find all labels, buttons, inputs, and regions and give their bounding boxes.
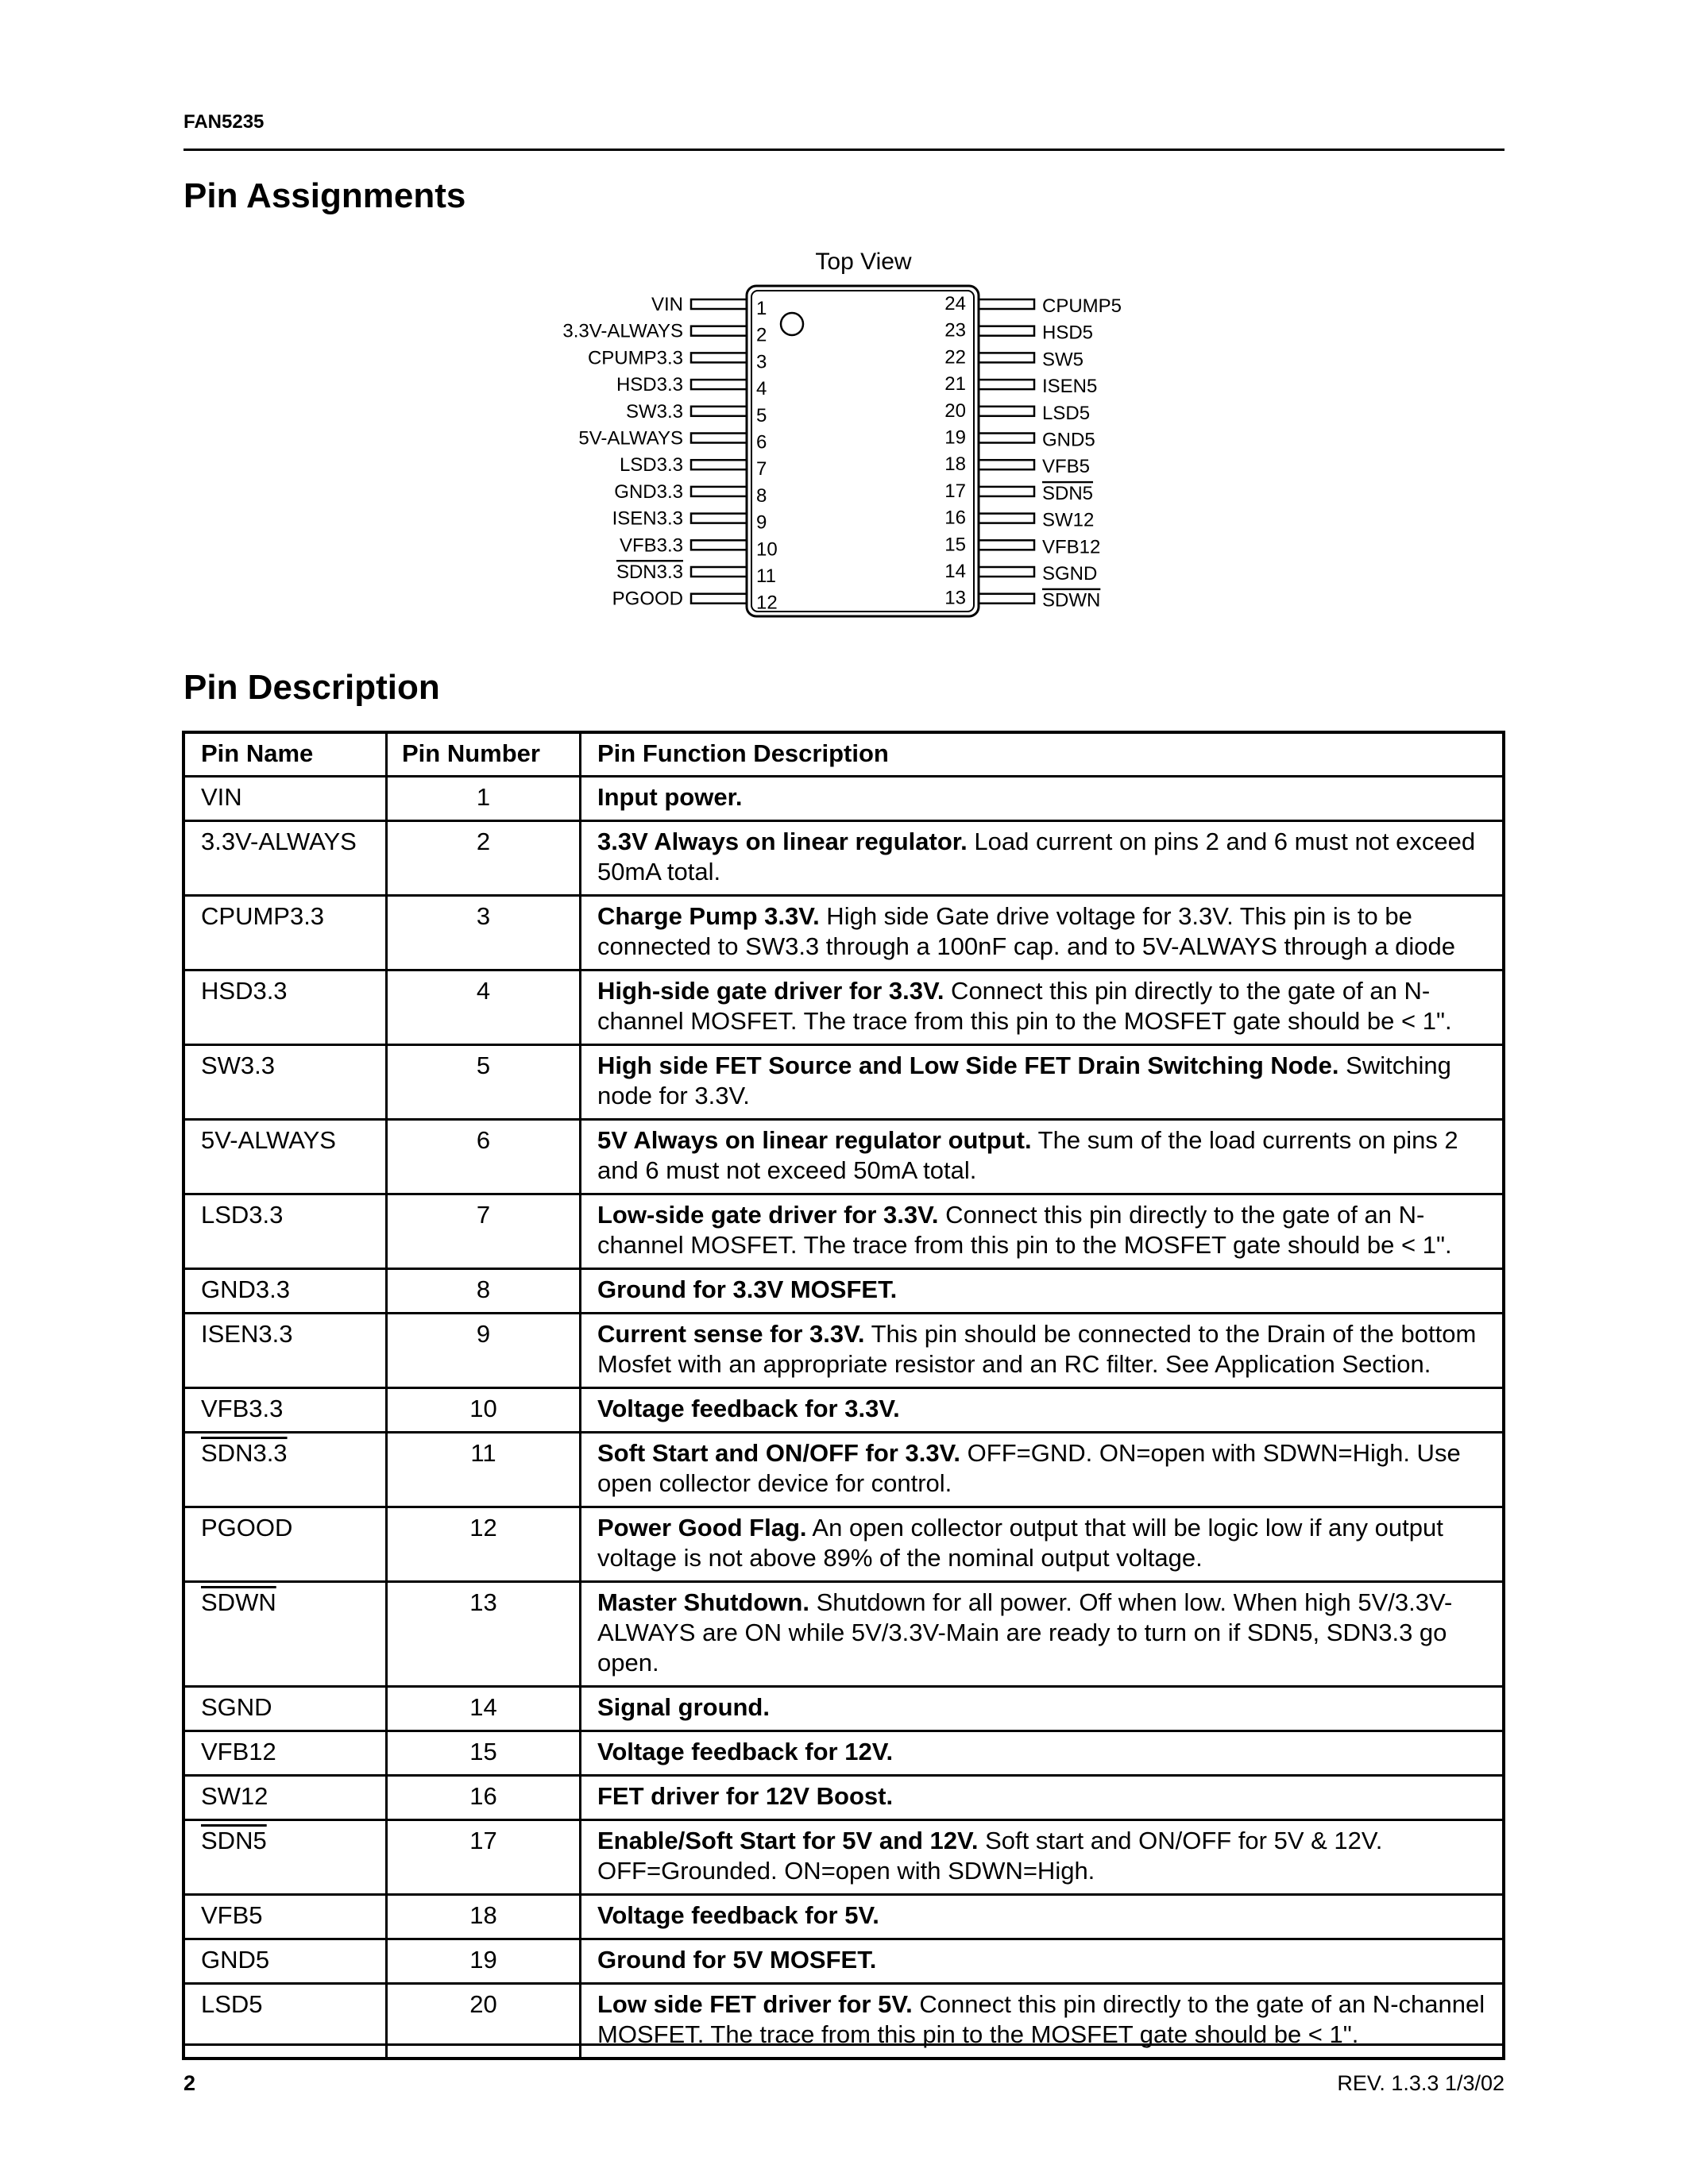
table-row [183,1731,1504,1776]
pin-function-cell [581,1776,1505,1820]
table-row [183,1045,1504,1120]
pin-function-detail: OFF=GND. ON=open with SDWN=High. Use open collector device for control. [597,1439,1461,1497]
table-row [183,1194,1504,1269]
right-pin-name: CPUMP5 [1042,295,1122,317]
header-pin-name: Pin Name [183,732,387,777]
left-pin-name: SDN3.3 [616,561,683,583]
pin-number-cell: 5 [387,1045,581,1120]
pin-function-cell [581,1120,1505,1194]
table-row [183,777,1504,821]
pin-function-title: High-side gate driver for 3.3V. [597,977,944,1005]
right-pin-number: 21 [944,373,966,396]
pin-function-cell [581,1687,1505,1731]
pin-number-cell: 18 [387,1895,581,1939]
pin-name-cell: ISEN3.3 [183,1314,387,1388]
pin-function-cell [581,1582,1505,1687]
pin-number-cell: 14 [387,1687,581,1731]
right-pin-number: 18 [944,453,966,476]
right-pin-number: 20 [944,399,966,422]
left-pin-name: CPUMP3.3 [587,347,683,369]
pin-number-cell: 11 [387,1433,581,1507]
right-pin-number: 19 [944,426,966,449]
right-pin-name: GND5 [1042,429,1095,451]
pin-function-cell [581,1939,1505,1984]
pin-function-cell [581,1433,1505,1507]
right-pin-number: 17 [944,480,966,502]
pin-function-title: Low side FET driver for 5V. [597,1990,913,2018]
left-pin-number: 11 [756,565,776,587]
table-row [183,1895,1504,1939]
right-pin-name: VFB12 [1042,536,1101,558]
left-pin-number: 4 [756,378,767,400]
pin-function-title: Charge Pump 3.3V. [597,902,820,930]
pin-function-cell [581,1388,1505,1433]
pin-number-cell: 7 [387,1194,581,1269]
pin-function-title: Low-side gate driver for 3.3V. [597,1201,939,1229]
pin-function-title: Input power. [597,783,743,811]
left-pin-number: 12 [756,592,778,614]
right-pin-number: 13 [944,587,966,609]
left-pin-number: 10 [756,538,778,561]
pin-function-title: FET driver for 12V Boost. [597,1782,894,1810]
pin-name-cell: LSD5 [183,1984,387,2059]
pin-function-title: 5V Always on linear regulator output. [597,1126,1032,1154]
right-pin-number: 23 [944,319,966,341]
footer-rule [183,2043,1505,2046]
left-pin-lead [691,326,747,336]
pin-function-detail: This pin should be connected to the Drain of the bottom Mosfet with an appropriate resistor and an RC filter. See Application Section. [597,1320,1477,1378]
pin-number-cell: 12 [387,1507,581,1582]
left-pin-name: 3.3V-ALWAYS [562,320,683,342]
right-pin-number: 14 [944,561,966,582]
right-pin-name: SGND [1042,563,1098,585]
pin-function-title: Ground for 3.3V MOSFET. [597,1275,898,1303]
pin-name-cell: VFB3.3 [183,1388,387,1433]
pin-description-title: Pin Description [183,668,440,707]
pin-function-title: Power Good Flag. [597,1514,807,1542]
pin-assignments-title: Pin Assignments [183,176,466,215]
pin-number-cell: 19 [387,1939,581,1984]
pin-number-cell: 2 [387,821,581,896]
pin-function-title: Voltage feedback for 3.3V. [597,1395,900,1422]
header-pin-function: Pin Function Description [581,732,1505,777]
left-pin-name: ISEN3.3 [612,507,683,530]
pin-function-title: Ground for 5V MOSFET. [597,1946,877,1974]
table-row [183,821,1504,896]
left-pin-name: HSD3.3 [616,374,683,396]
right-pin-lead [979,594,1034,604]
table-row [183,1314,1504,1388]
right-pin-number: 16 [944,507,966,529]
pin-name-cell: GND5 [183,1939,387,1984]
pin-function-cell [581,896,1505,970]
right-pin-lead [979,299,1034,309]
pin-function-detail: Connect this pin directly to the gate of an N-channel MOSFET. The trace from this pin to the MOSFET gate should be < 1". [597,1201,1452,1259]
pin-description-table [182,731,1505,2060]
left-pin-number: 8 [756,484,767,507]
left-pin-lead [691,380,747,389]
left-pin-number: 3 [756,351,767,373]
pin-name-cell: HSD3.3 [183,970,387,1045]
pin-number-cell: 3 [387,896,581,970]
pin-name-cell: SW12 [183,1776,387,1820]
left-pin-number: 1 [756,298,767,319]
pin-function-cell [581,1820,1505,1895]
pin-name-cell: PGOOD [183,1507,387,1582]
table-row [183,970,1504,1045]
pin-function-title: High side FET Source and Low Side FET Drain Switching Node. [597,1051,1339,1079]
pin-function-cell [581,1194,1505,1269]
pin-name-cell: LSD3.3 [183,1194,387,1269]
pin-function-cell [581,1895,1505,1939]
pin-name-cell: VIN [183,777,387,821]
pin-function-title: Master Shutdown. [597,1588,809,1616]
right-pin-name: SDWN [1042,589,1101,612]
table-row [183,896,1504,970]
right-pin-lead [979,460,1034,469]
pin-function-cell [581,1314,1505,1388]
pin-function-detail: Switching node for 3.3V. [597,1051,1451,1109]
right-pin-number: 15 [944,534,966,556]
left-pin-name: VFB3.3 [619,534,683,557]
right-pin-lead [979,353,1034,362]
pin-number-cell: 6 [387,1120,581,1194]
pin-function-cell [581,1984,1505,2059]
pin-name-cell: VFB12 [183,1731,387,1776]
left-pin-lead [691,407,747,416]
pin-function-detail: An open collector output that will be logic low if any output voltage is not above 89% of the nominal output voltage. [597,1514,1443,1572]
pin-function-cell [581,1045,1505,1120]
left-pin-number: 9 [756,511,767,534]
left-pin-number: 6 [756,431,767,453]
pin1-marker-icon [781,313,803,335]
right-pin-name: VFB5 [1042,456,1091,478]
pin-name-cell: SGND [183,1687,387,1731]
left-pin-lead [691,434,747,443]
left-pin-lead [691,460,747,469]
left-pin-name: 5V-ALWAYS [578,427,683,450]
right-pin-name: ISEN5 [1042,376,1098,398]
pin-function-cell [581,1269,1505,1314]
top-view-label: Top View [815,249,912,275]
pin-name-cell: SDN3.3 [183,1433,387,1507]
pin-number-cell: 15 [387,1731,581,1776]
left-pin-lead [691,540,747,550]
pin-number-cell: 4 [387,970,581,1045]
pin-assignment-diagram [0,0,1688,667]
right-pin-number: 22 [944,346,966,369]
pin-number-cell: 20 [387,1984,581,2059]
right-pin-lead [979,380,1034,389]
page-number: 2 [183,2071,196,2095]
pin-function-detail: Connect this pin directly to the gate of an N-channel MOSFET. The trace from this pin to the MOSFET gate should be < 1". [597,1990,1485,2048]
right-pin-lead [979,407,1034,416]
pin-name-cell: SDN5 [183,1820,387,1895]
document-part-number: FAN5235 [183,111,265,133]
pin-number-cell: 9 [387,1314,581,1388]
right-pin-name: LSD5 [1042,402,1091,424]
pin-function-title: Current sense for 3.3V. [597,1320,865,1348]
left-pin-name: VIN [651,294,683,315]
right-pin-name: SW12 [1042,509,1095,531]
pin-function-title: 3.3V Always on linear regulator. [597,828,968,855]
left-pin-name: LSD3.3 [619,454,683,477]
chip-package-outline [747,286,979,616]
table-row [183,1984,1504,2059]
pin-function-cell [581,777,1505,821]
table-row [183,1582,1504,1687]
pin-function-cell [581,821,1505,896]
pin-function-title: Signal ground. [597,1693,770,1721]
pin-function-detail: High side Gate drive voltage for 3.3V. This pin is to be connected to SW3.3 through a 100nF cap. and to 5V-ALWAYS through a diode [597,902,1455,960]
table-row [183,1939,1504,1984]
right-pin-lead [979,487,1034,496]
left-pin-number: 2 [756,324,767,346]
pin-number-cell: 16 [387,1776,581,1820]
table-row [183,1120,1504,1194]
table-row [183,1433,1504,1507]
right-pin-name: HSD5 [1042,322,1094,344]
pin-number-cell: 10 [387,1388,581,1433]
pin-function-cell [581,970,1505,1045]
revision-label: REV. 1.3.3 1/3/02 [1337,2071,1505,2095]
table-row [183,1388,1504,1433]
table-row [183,1687,1504,1731]
right-pin-lead [979,326,1034,336]
left-pin-lead [691,487,747,496]
left-pin-lead [691,299,747,309]
pin-number-cell: 13 [387,1582,581,1687]
pin-name-cell: VFB5 [183,1895,387,1939]
pin-function-title: Voltage feedback for 5V. [597,1901,879,1929]
pin-number-cell: 1 [387,777,581,821]
pin-function-title: Enable/Soft Start for 5V and 12V. [597,1827,979,1854]
left-pin-name: SW3.3 [625,400,683,423]
left-pin-lead [691,567,747,577]
pin-function-detail: Shutdown for all power. Off when low. When high 5V/3.3V-ALWAYS are ON while 5V/3.3V-Main are ready to turn on if SDN5, SDN3.3 go open. [597,1588,1453,1677]
pin-function-detail: Load current on pins 2 and 6 must not exceed 50mA total. [597,828,1476,886]
pin-function-detail: The sum of the load currents on pins 2 and 6 must not exceed 50mA total. [597,1126,1458,1184]
header-pin-number: Pin Number [387,732,581,777]
pin-function-detail: Connect this pin directly to the gate of an N-channel MOSFET. The trace from this pin to the MOSFET gate should be < 1". [597,977,1452,1035]
pin-name-cell: 5V-ALWAYS [183,1120,387,1194]
left-pin-lead [691,594,747,604]
table-row [183,1776,1504,1820]
left-pin-number: 7 [756,458,767,480]
left-pin-lead [691,353,747,362]
pin-name-cell: 3.3V-ALWAYS [183,821,387,896]
pin-name-cell: SDWN [183,1582,387,1687]
right-pin-name: SDN5 [1042,482,1094,504]
pin-function-title: Voltage feedback for 12V. [597,1738,894,1765]
right-pin-lead [979,434,1034,443]
pin-function-cell [581,1507,1505,1582]
table-header-row [183,732,1504,777]
pin-name-cell: GND3.3 [183,1269,387,1314]
pin-name-cell: SW3.3 [183,1045,387,1120]
table-row [183,1820,1504,1895]
left-pin-name: PGOOD [612,588,683,610]
right-pin-name: SW5 [1042,349,1084,371]
right-pin-lead [979,567,1034,577]
right-pin-number: 24 [944,293,966,314]
left-pin-name: GND3.3 [614,480,683,503]
right-pin-lead [979,514,1034,523]
table-row [183,1269,1504,1314]
pin-name-cell: CPUMP3.3 [183,896,387,970]
pin-number-cell: 17 [387,1820,581,1895]
left-pin-lead [691,514,747,523]
right-pin-lead [979,540,1034,550]
table-row [183,1507,1504,1582]
pin-number-cell: 8 [387,1269,581,1314]
pin-function-detail: Soft start and ON/OFF for 5V & 12V. OFF=Grounded. ON=open with SDWN=High. [597,1827,1383,1885]
pin-function-title: Soft Start and ON/OFF for 3.3V. [597,1439,961,1467]
chip-package-inner-outline [751,291,974,612]
left-pin-number: 5 [756,404,767,426]
pin-function-cell [581,1731,1505,1776]
